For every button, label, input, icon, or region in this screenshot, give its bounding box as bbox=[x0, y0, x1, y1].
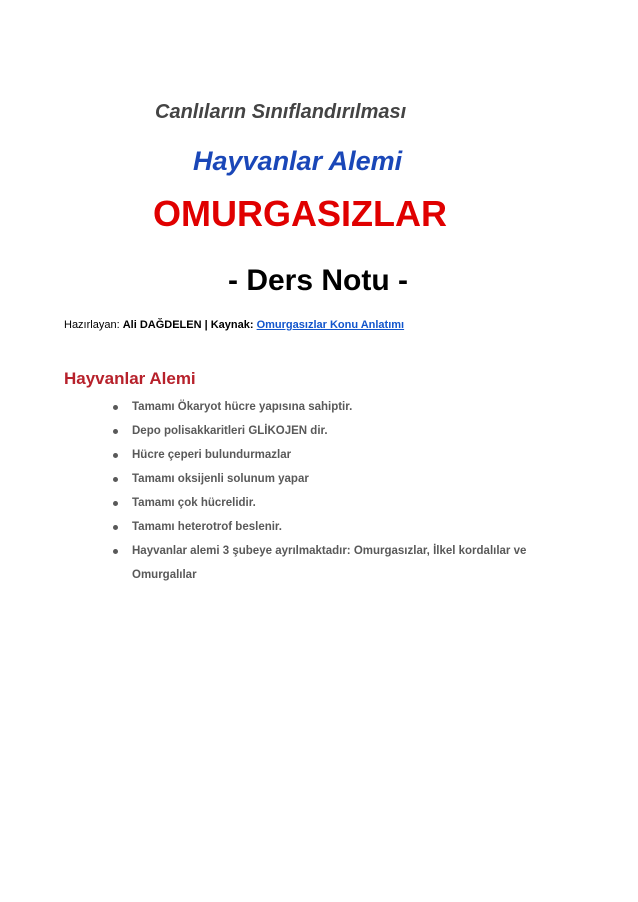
list-item-text: Tamamı oksijenli solunum yapar bbox=[132, 473, 309, 485]
list-item-text: Hayvanlar alemi 3 şubeye ayrılmaktadır: Omurgasızlar, İlkel kordalılar ve Omurgalılar bbox=[132, 545, 527, 581]
author-source-label: Ali DAĞDELEN | Kaynak: bbox=[122, 319, 257, 331]
bullet-icon bbox=[113, 525, 118, 530]
list-item-text: Depo polisakkaritleri GLİKOJEN dir. bbox=[132, 425, 328, 437]
prepared-by-label: Hazırlayan: bbox=[64, 319, 123, 331]
section-heading: Hayvanlar Alemi bbox=[64, 369, 196, 388]
list-item-text: Tamamı çok hücrelidir. bbox=[132, 497, 256, 509]
list-item bbox=[64, 539, 584, 587]
bullet-icon bbox=[113, 549, 118, 554]
kingdom-title: Hayvanlar Alemi bbox=[193, 146, 403, 176]
list-item bbox=[64, 467, 584, 491]
list-item bbox=[64, 443, 584, 467]
main-title: OMURGASIZLAR bbox=[153, 193, 447, 234]
bullet-icon bbox=[113, 477, 118, 482]
bullet-icon bbox=[113, 405, 118, 410]
list-item bbox=[64, 515, 584, 539]
document-type-label: - Ders Notu - bbox=[228, 264, 408, 297]
bullet-icon bbox=[113, 429, 118, 434]
list-item bbox=[64, 395, 584, 419]
list-item-text: Tamamı heterotrof beslenir. bbox=[132, 521, 282, 533]
credits-line bbox=[64, 319, 404, 331]
bullet-list bbox=[64, 395, 584, 587]
list-item bbox=[64, 419, 584, 443]
source-link[interactable]: Omurgasızlar Konu Anlatımı bbox=[256, 319, 405, 331]
document-subtitle: Canlıların Sınıflandırılması bbox=[155, 101, 407, 123]
list-item-text: Tamamı Ökaryot hücre yapısına sahiptir. bbox=[132, 401, 353, 413]
list-item bbox=[64, 491, 584, 515]
bullet-icon bbox=[113, 501, 118, 506]
list-item-text: Hücre çeperi bulundurmazlar bbox=[132, 449, 292, 461]
bullet-icon bbox=[113, 453, 118, 458]
